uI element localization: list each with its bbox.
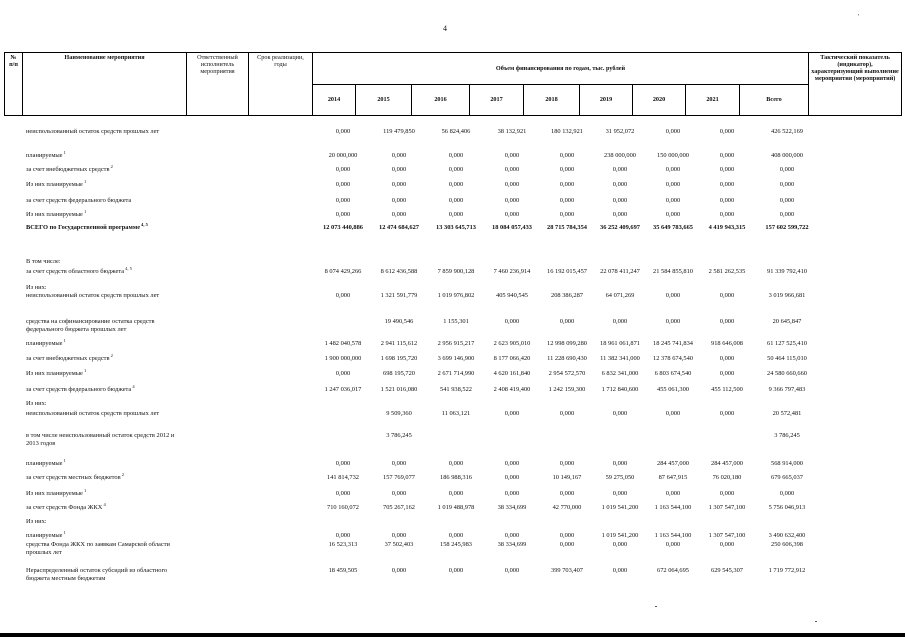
row-label-text: неиспользованный остаток средств прошлых лет bbox=[26, 292, 160, 299]
cell-total: 0,000 bbox=[779, 197, 795, 204]
header-executor: Ответственный исполнитель мероприятия bbox=[187, 53, 249, 116]
cell-value: 18 961 061,871 bbox=[600, 340, 640, 347]
row-label-text: ВСЕГО по Государственной программе bbox=[26, 224, 141, 231]
cell-total: 157 602 599,722 bbox=[765, 224, 809, 231]
cell-value: 0,000 bbox=[719, 490, 735, 497]
cell-total: 5 756 046,913 bbox=[768, 504, 806, 511]
cell-value: 672 064,695 bbox=[657, 567, 689, 574]
cell-value: 0,000 bbox=[448, 166, 464, 173]
cell-value: 0,000 bbox=[719, 166, 735, 173]
row-label-text: за счет средств Фонда ЖКХ bbox=[26, 504, 103, 511]
cell-value: 1 019 488,978 bbox=[437, 504, 475, 511]
cell-value: 0,000 bbox=[559, 410, 575, 417]
cell-value: 7 460 236,914 bbox=[493, 268, 531, 275]
row-label-text: Из них: bbox=[26, 284, 47, 291]
header-name: Наименование мероприятия bbox=[23, 53, 187, 116]
header-year: 2018 bbox=[524, 84, 580, 116]
header-number: № п/п bbox=[5, 53, 23, 116]
cell-value: 0,000 bbox=[665, 292, 681, 299]
cell-value: 0,000 bbox=[504, 474, 520, 481]
cell-value: 0,000 bbox=[612, 211, 628, 218]
cell-value: 0,000 bbox=[719, 541, 735, 548]
cell-value: 11 063,121 bbox=[441, 410, 471, 417]
cell-value: 0,000 bbox=[448, 532, 464, 539]
cell-value: 0,000 bbox=[391, 152, 407, 159]
cell-value: 0,000 bbox=[335, 211, 351, 218]
cell-value: 1 307 547,100 bbox=[708, 504, 746, 511]
cell-value: 0,000 bbox=[665, 211, 681, 218]
cell-value: 399 703,407 bbox=[551, 567, 583, 574]
cell-value: 0,000 bbox=[665, 410, 681, 417]
cell-value: 0,000 bbox=[335, 181, 351, 188]
cell-value: 0,000 bbox=[612, 166, 628, 173]
cell-value: 705 267,162 bbox=[383, 504, 415, 511]
cell-value: 284 457,000 bbox=[711, 460, 743, 467]
scan-speck-icon bbox=[655, 606, 657, 607]
footnote-mark: 2 bbox=[109, 352, 113, 358]
page-bottom-border bbox=[0, 633, 905, 637]
cell-value: 629 545,307 bbox=[711, 567, 743, 574]
cell-value: 16 192 015,457 bbox=[547, 268, 587, 275]
cell-value: 0,000 bbox=[665, 318, 681, 325]
cell-value: 18 084 057,433 bbox=[492, 224, 532, 231]
cell-value: 0,000 bbox=[719, 370, 735, 377]
cell-total: 91 339 792,410 bbox=[767, 268, 807, 275]
cell-value: 36 252 409,697 bbox=[600, 224, 640, 231]
cell-value: 0,000 bbox=[335, 490, 351, 497]
cell-value: 0,000 bbox=[612, 197, 628, 204]
row-label-text: Из них: bbox=[26, 400, 47, 407]
scan-mark-icon: ' bbox=[858, 13, 860, 21]
cell-value: 0,000 bbox=[448, 211, 464, 218]
footnote-mark: 1 bbox=[82, 208, 87, 214]
cell-value: 238 000,000 bbox=[604, 152, 636, 159]
cell-value: 37 502,403 bbox=[384, 541, 414, 548]
cell-value: 31 952,072 bbox=[605, 128, 635, 135]
cell-value: 0,000 bbox=[665, 541, 681, 548]
cell-value: 405 940,545 bbox=[496, 292, 528, 299]
cell-value: 0,000 bbox=[335, 460, 351, 467]
cell-value: 541 938,522 bbox=[440, 386, 472, 393]
cell-value: 0,000 bbox=[559, 490, 575, 497]
cell-value: 0,000 bbox=[504, 460, 520, 467]
row-label-text: Из них планируемые bbox=[26, 370, 83, 377]
cell-value: 11 382 341,000 bbox=[600, 355, 640, 362]
row-label-text: Нераспределенный остаток субсидий из областного бюджета местным бюджетам bbox=[26, 567, 168, 583]
cell-value: 0,000 bbox=[559, 211, 575, 218]
cell-value: 0,000 bbox=[335, 532, 351, 539]
cell-value: 0,000 bbox=[448, 152, 464, 159]
cell-value: 0,000 bbox=[719, 152, 735, 159]
row-label bbox=[26, 567, 188, 584]
cell-total: 3 019 966,681 bbox=[768, 292, 806, 299]
cell-value: 2 956 915,217 bbox=[437, 340, 475, 347]
cell-value: 157 769,077 bbox=[383, 474, 415, 481]
cell-value: 20 000,000 bbox=[328, 152, 358, 159]
row-label bbox=[26, 471, 188, 482]
row-label bbox=[26, 292, 188, 300]
cell-value: 0,000 bbox=[391, 490, 407, 497]
row-label bbox=[26, 400, 188, 408]
cell-value: 0,000 bbox=[665, 490, 681, 497]
cell-value: 918 646,008 bbox=[711, 340, 743, 347]
cell-value: 1 163 544,100 bbox=[654, 504, 692, 511]
cell-value: 1 019 541,200 bbox=[601, 532, 639, 539]
row-label bbox=[26, 221, 188, 232]
cell-value: 1 521 016,080 bbox=[380, 386, 418, 393]
header-year: 2016 bbox=[412, 84, 470, 116]
cell-value: 64 071,269 bbox=[605, 292, 635, 299]
row-label bbox=[26, 178, 188, 189]
cell-value: 0,000 bbox=[559, 541, 575, 548]
cell-value: 0,000 bbox=[719, 197, 735, 204]
header-funding: Объем финансирования по годам, тыс. рублей bbox=[313, 53, 809, 85]
row-label bbox=[26, 197, 188, 205]
cell-value: 38 334,699 bbox=[497, 504, 527, 511]
cell-value: 0,000 bbox=[391, 166, 407, 173]
cell-value: 7 859 900,128 bbox=[437, 268, 475, 275]
cell-total: 0,000 bbox=[779, 166, 795, 173]
cell-value: 0,000 bbox=[391, 181, 407, 188]
cell-value: 12 378 674,540 bbox=[653, 355, 693, 362]
cell-value: 2 941 115,612 bbox=[380, 340, 418, 347]
cell-total: 1 719 772,912 bbox=[768, 567, 806, 574]
cell-value: 1 900 000,000 bbox=[324, 355, 362, 362]
cell-value: 12 073 440,886 bbox=[323, 224, 363, 231]
row-label bbox=[26, 258, 188, 266]
row-label bbox=[26, 501, 188, 512]
footnote-mark: 2 bbox=[109, 163, 113, 169]
cell-value: 0,000 bbox=[504, 181, 520, 188]
cell-value: 1 321 591,779 bbox=[380, 292, 418, 299]
row-label bbox=[26, 352, 188, 363]
cell-value: 0,000 bbox=[559, 532, 575, 539]
footnote-mark: 2 bbox=[120, 471, 124, 477]
cell-value: 180 132,921 bbox=[551, 128, 583, 135]
cell-value: 0,000 bbox=[391, 211, 407, 218]
cell-total: 3 786,245 bbox=[774, 432, 800, 439]
cell-value: 119 479,850 bbox=[383, 128, 415, 135]
header-term: Срок реализации, годы bbox=[249, 53, 313, 116]
cell-value: 9 509,360 bbox=[386, 410, 412, 417]
cell-value: 710 160,072 bbox=[327, 504, 359, 511]
cell-value: 284 457,000 bbox=[657, 460, 689, 467]
cell-value: 0,000 bbox=[719, 410, 735, 417]
cell-value: 87 647,915 bbox=[658, 474, 688, 481]
cell-value: 0,000 bbox=[665, 197, 681, 204]
cell-value: 0,000 bbox=[391, 532, 407, 539]
header-year: 2021 bbox=[686, 84, 740, 116]
cell-value: 1 482 040,578 bbox=[324, 340, 362, 347]
row-label bbox=[26, 383, 188, 394]
footnote-mark: 1 bbox=[82, 487, 87, 493]
cell-value: 2 408 419,400 bbox=[493, 386, 531, 393]
row-label-text: Из них планируемые bbox=[26, 490, 83, 497]
cell-value: 8 177 066,420 bbox=[493, 355, 531, 362]
cell-value: 1 163 544,100 bbox=[654, 532, 692, 539]
cell-value: 1 019 976,802 bbox=[437, 292, 475, 299]
cell-value: 0,000 bbox=[559, 460, 575, 467]
cell-value: 16 523,313 bbox=[328, 541, 358, 548]
cell-value: 1 242 159,300 bbox=[548, 386, 586, 393]
cell-value: 0,000 bbox=[719, 355, 735, 362]
cell-value: 11 228 690,430 bbox=[547, 355, 587, 362]
page-number: 4 bbox=[443, 24, 447, 33]
header-year: 2020 bbox=[633, 84, 686, 116]
cell-value: 0,000 bbox=[612, 460, 628, 467]
cell-value: 0,000 bbox=[391, 197, 407, 204]
row-label-text: планируемые bbox=[26, 152, 63, 159]
cell-value: 0,000 bbox=[612, 318, 628, 325]
footnote-mark: 1 bbox=[62, 529, 66, 535]
header-indicator: Тактический показатель (индикатор), характеризующий выполнение мероприятия (мероприятий) bbox=[809, 53, 902, 116]
row-label bbox=[26, 265, 188, 276]
cell-value: 12 474 684,627 bbox=[379, 224, 419, 231]
row-label bbox=[26, 367, 188, 378]
footnote-mark: 1 bbox=[82, 367, 87, 373]
row-label-text: Из них планируемые bbox=[26, 181, 83, 188]
cell-value: 0,000 bbox=[665, 181, 681, 188]
cell-value: 455 112,500 bbox=[711, 386, 743, 393]
cell-value: 0,000 bbox=[335, 128, 351, 135]
row-label-text: средства на софинансирование остатка средств федерального бюджета прошлых лет bbox=[26, 318, 155, 334]
cell-value: 6 832 341,000 bbox=[601, 370, 639, 377]
cell-value: 1 155,301 bbox=[443, 318, 469, 325]
row-label bbox=[26, 149, 188, 160]
cell-value: 2 954 572,570 bbox=[548, 370, 586, 377]
cell-value: 1 307 547,100 bbox=[708, 532, 746, 539]
cell-value: 3 699 146,900 bbox=[437, 355, 475, 362]
cell-value: 0,000 bbox=[612, 181, 628, 188]
cell-total: 20 645,847 bbox=[772, 318, 802, 325]
cell-value: 186 988,316 bbox=[440, 474, 472, 481]
row-label-text: планируемые bbox=[26, 532, 63, 539]
cell-value: 21 584 855,810 bbox=[653, 268, 693, 275]
row-label bbox=[26, 541, 188, 558]
footnote-mark: 1 bbox=[62, 457, 66, 463]
row-label-text: планируемые bbox=[26, 340, 63, 347]
cell-value: 0,000 bbox=[665, 166, 681, 173]
cell-value: 0,000 bbox=[448, 460, 464, 467]
cell-value: 0,000 bbox=[719, 318, 735, 325]
cell-value: 0,000 bbox=[612, 541, 628, 548]
cell-value: 22 078 411,247 bbox=[600, 268, 640, 275]
cell-value: 12 998 099,280 bbox=[547, 340, 587, 347]
cell-total: 568 914,000 bbox=[771, 460, 803, 467]
cell-value: 6 803 674,540 bbox=[654, 370, 692, 377]
header-year: 2017 bbox=[470, 84, 524, 116]
footnote-mark: 4 bbox=[102, 501, 106, 507]
cell-total: 50 464 115,010 bbox=[767, 355, 807, 362]
cell-value: 0,000 bbox=[665, 128, 681, 135]
cell-value: 76 020,180 bbox=[712, 474, 742, 481]
cell-value: 3 786,245 bbox=[386, 432, 412, 439]
cell-total: 426 522,169 bbox=[771, 128, 803, 135]
cell-value: 4 620 161,840 bbox=[493, 370, 531, 377]
row-label bbox=[26, 337, 188, 348]
cell-value: 0,000 bbox=[504, 532, 520, 539]
row-label-text: за счет средств федерального бюджета bbox=[26, 197, 132, 204]
header-year: 2014 bbox=[313, 84, 356, 116]
cell-value: 2 671 714,990 bbox=[437, 370, 475, 377]
cell-value: 0,000 bbox=[559, 166, 575, 173]
row-label-text: за счет внебюджетных средств bbox=[26, 355, 110, 362]
cell-value: 4 419 943,315 bbox=[708, 224, 746, 231]
cell-total: 24 580 660,660 bbox=[767, 370, 807, 377]
row-label bbox=[26, 529, 188, 540]
cell-value: 35 649 783,665 bbox=[653, 224, 693, 231]
cell-value: 0,000 bbox=[391, 567, 407, 574]
cell-value: 0,000 bbox=[504, 211, 520, 218]
scan-speck-icon bbox=[815, 621, 817, 622]
cell-value: 0,000 bbox=[335, 166, 351, 173]
cell-value: 0,000 bbox=[448, 567, 464, 574]
row-label bbox=[26, 457, 188, 468]
footnote-mark: 1 bbox=[82, 178, 87, 184]
cell-value: 0,000 bbox=[391, 460, 407, 467]
cell-value: 0,000 bbox=[612, 490, 628, 497]
cell-value: 0,000 bbox=[448, 490, 464, 497]
footnote-mark: 4, 5 bbox=[140, 221, 148, 227]
cell-value: 0,000 bbox=[719, 211, 735, 218]
cell-value: 18 245 741,834 bbox=[653, 340, 693, 347]
footnote-mark: 1 bbox=[62, 337, 66, 343]
cell-value: 8 612 436,588 bbox=[380, 268, 418, 275]
header-year: 2015 bbox=[356, 84, 412, 116]
row-label-text: в том числе неиспользованный остаток средств 2012 и 2013 годов bbox=[26, 432, 175, 448]
header-year: 2019 bbox=[580, 84, 633, 116]
cell-value: 1 247 036,017 bbox=[324, 386, 362, 393]
cell-value: 141 814,732 bbox=[327, 474, 359, 481]
cell-value: 0,000 bbox=[719, 128, 735, 135]
row-label bbox=[26, 163, 188, 174]
cell-value: 13 303 645,713 bbox=[436, 224, 476, 231]
cell-value: 0,000 bbox=[504, 318, 520, 325]
cell-value: 0,000 bbox=[448, 181, 464, 188]
row-label-text: неиспользованный остаток средств прошлых лет bbox=[26, 410, 160, 417]
cell-value: 0,000 bbox=[719, 292, 735, 299]
cell-value: 455 061,300 bbox=[657, 386, 689, 393]
cell-value: 0,000 bbox=[504, 567, 520, 574]
cell-value: 38 132,921 bbox=[497, 128, 527, 135]
cell-value: 1 712 840,600 bbox=[601, 386, 639, 393]
cell-total: 0,000 bbox=[779, 181, 795, 188]
row-label-text: неиспользованный остаток средств прошлых лет bbox=[26, 128, 160, 135]
cell-value: 150 000,000 bbox=[657, 152, 689, 159]
cell-value: 0,000 bbox=[559, 318, 575, 325]
cell-value: 8 074 429,266 bbox=[324, 268, 362, 275]
footnote-mark: 4, 5 bbox=[124, 265, 132, 271]
cell-value: 2 623 905,010 bbox=[493, 340, 531, 347]
cell-value: 0,000 bbox=[335, 197, 351, 204]
cell-value: 0,000 bbox=[504, 197, 520, 204]
cell-value: 59 275,050 bbox=[605, 474, 635, 481]
footnote-mark: 1 bbox=[62, 149, 66, 155]
cell-total: 408 000,000 bbox=[771, 152, 803, 159]
cell-total: 0,000 bbox=[779, 211, 795, 218]
cell-value: 19 490,546 bbox=[384, 318, 414, 325]
cell-value: 0,000 bbox=[504, 490, 520, 497]
row-label-text: за счет средств федерального бюджета bbox=[26, 386, 132, 393]
header-year-total: Всего bbox=[740, 84, 809, 116]
cell-value: 0,000 bbox=[335, 370, 351, 377]
cell-value: 18 459,505 bbox=[328, 567, 358, 574]
cell-value: 0,000 bbox=[559, 197, 575, 204]
row-label bbox=[26, 487, 188, 498]
cell-value: 0,000 bbox=[504, 152, 520, 159]
cell-value: 2 581 262,535 bbox=[708, 268, 746, 275]
row-label-text: за счет средств областного бюджета bbox=[26, 268, 125, 275]
row-label-text: Из них планируемые bbox=[26, 211, 83, 218]
cell-value: 42 770,000 bbox=[552, 504, 582, 511]
cell-total: 9 366 797,483 bbox=[768, 386, 806, 393]
cell-value: 0,000 bbox=[335, 292, 351, 299]
row-label-text: В том числе: bbox=[26, 258, 61, 265]
row-label-text: Из них: bbox=[26, 518, 47, 525]
cell-value: 10 149,167 bbox=[552, 474, 582, 481]
footnote-mark: 4 bbox=[131, 383, 135, 389]
cell-value: 0,000 bbox=[559, 181, 575, 188]
cell-total: 20 572,481 bbox=[772, 410, 802, 417]
cell-value: 1 019 541,200 bbox=[601, 504, 639, 511]
cell-value: 0,000 bbox=[448, 197, 464, 204]
cell-value: 28 715 784,354 bbox=[547, 224, 587, 231]
row-label bbox=[26, 318, 188, 335]
row-label bbox=[26, 432, 188, 449]
cell-value: 0,000 bbox=[612, 567, 628, 574]
cell-value: 56 824,406 bbox=[441, 128, 471, 135]
row-label-text: средства Фонда ЖКХ по заявкам Самарской области прошлых лет bbox=[26, 541, 170, 557]
row-label bbox=[26, 410, 188, 418]
cell-value: 0,000 bbox=[504, 410, 520, 417]
cell-total: 679 665,037 bbox=[771, 474, 803, 481]
cell-value: 0,000 bbox=[719, 181, 735, 188]
cell-value: 1 698 195,720 bbox=[380, 355, 418, 362]
cell-value: 0,000 bbox=[504, 166, 520, 173]
cell-value: 208 386,287 bbox=[551, 292, 583, 299]
cell-value: 158 245,983 bbox=[440, 541, 472, 548]
cell-value: 0,000 bbox=[612, 410, 628, 417]
row-label-text: за счет внебюджетных средств bbox=[26, 166, 110, 173]
row-label bbox=[26, 208, 188, 219]
cell-value: 698 195,720 bbox=[383, 370, 415, 377]
cell-total: 61 127 525,410 bbox=[767, 340, 807, 347]
cell-total: 0,000 bbox=[779, 490, 795, 497]
cell-total: 250 606,398 bbox=[771, 541, 803, 548]
cell-value: 0,000 bbox=[559, 152, 575, 159]
row-label bbox=[26, 128, 188, 136]
cell-value: 38 334,699 bbox=[497, 541, 527, 548]
row-label bbox=[26, 518, 188, 526]
cell-total: 3 490 632,400 bbox=[768, 532, 806, 539]
row-label-text: планируемые bbox=[26, 460, 63, 467]
row-label-text: за счет средств местных бюджетов bbox=[26, 474, 121, 481]
